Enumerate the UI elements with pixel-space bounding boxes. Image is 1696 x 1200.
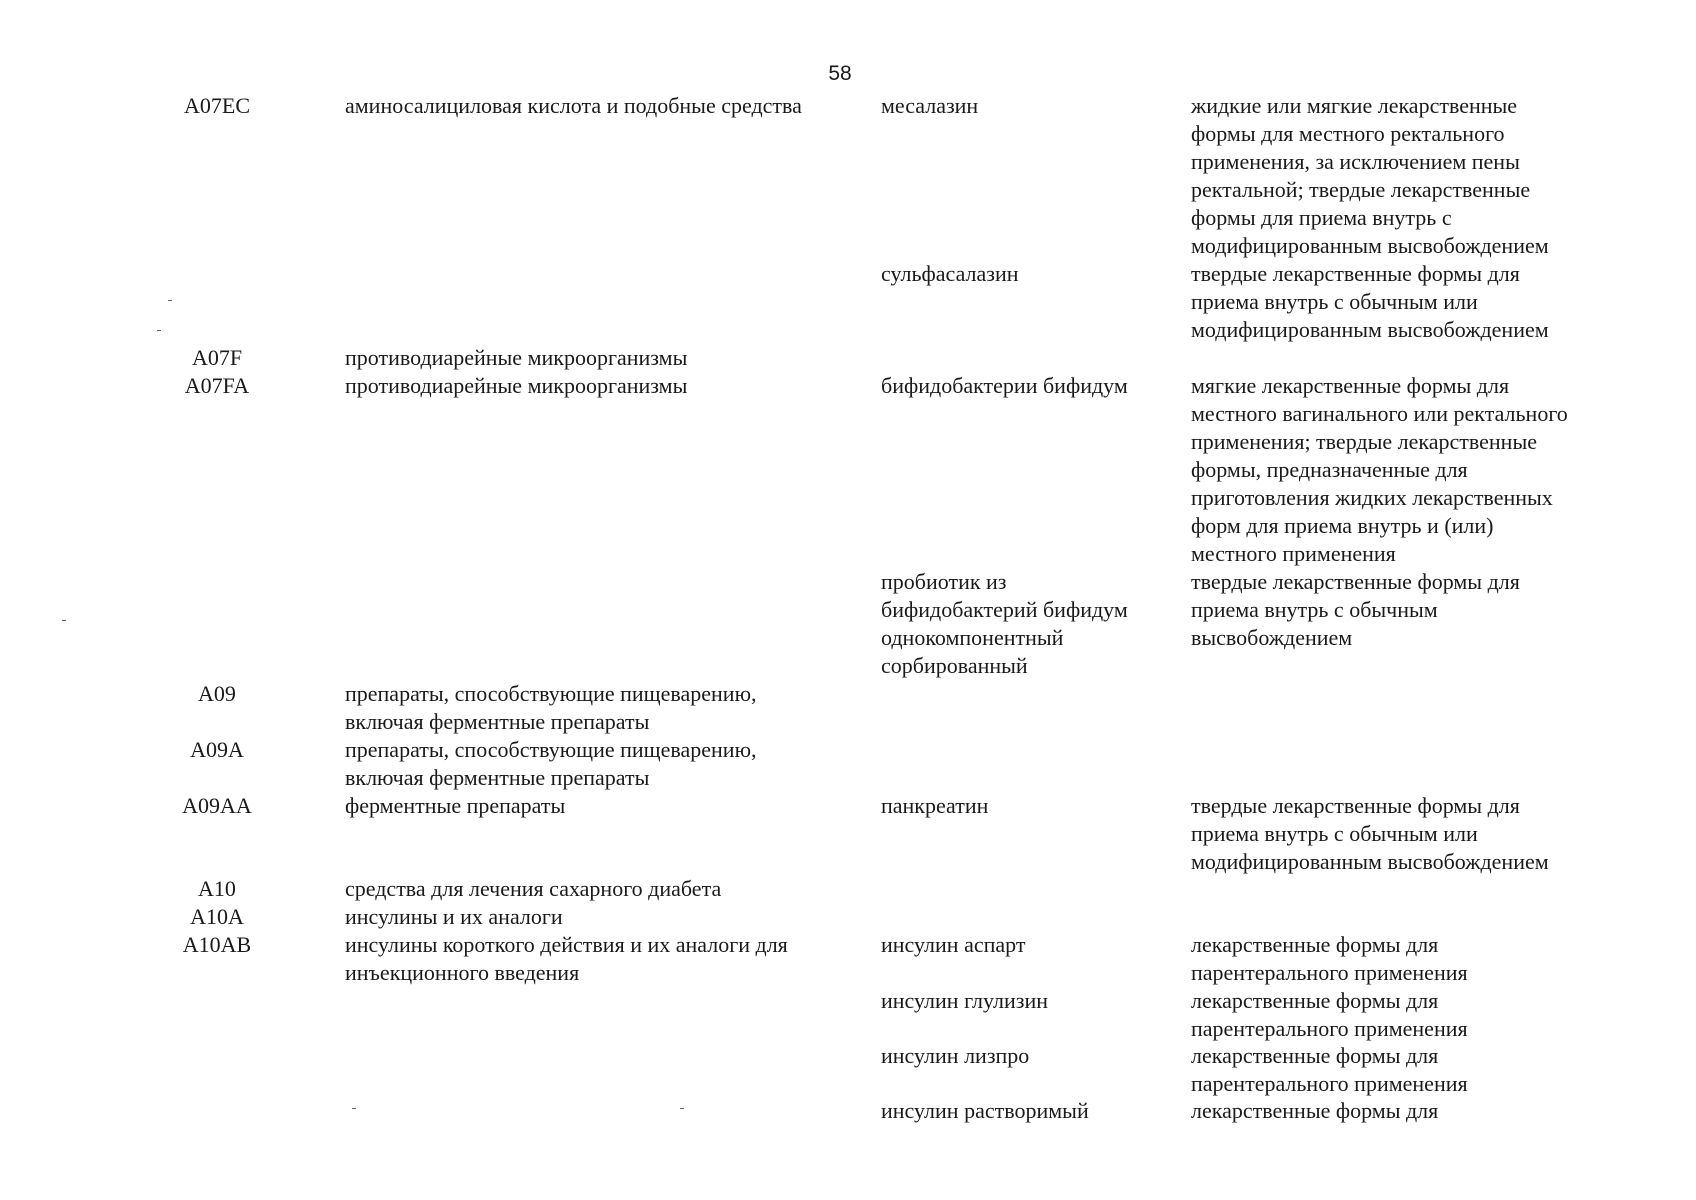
dosage-form: мягкие лекарственные формы для местного вагинального или ректального применения; твердые лекарственные формы, предназначенные для приготовления жидких лекарственных форм для приема внутрь и (или) местного применения xyxy=(1191,373,1568,566)
dosage-form: жидкие или мягкие лекарственные формы для местного ректального применения, за исключением пены ректальной; твердые лекарственные формы для приема внутрь с модифицированным высвобождением xyxy=(1191,93,1549,258)
atc-code: A10A xyxy=(190,904,244,929)
drug-name: инсулин растворимый xyxy=(881,1098,1089,1123)
drug-name: сульфасалазин xyxy=(881,261,1019,286)
anatomical-therapeutic-group: препараты, способствующие пищеварению, включая ферментные препараты xyxy=(345,681,757,734)
scan-speck xyxy=(62,620,66,621)
scan-speck xyxy=(157,330,161,331)
anatomical-therapeutic-group: инсулины короткого действия и их аналоги для инъекционного введения xyxy=(345,932,788,985)
drug-name: бифидобактерии бифидум xyxy=(881,373,1128,398)
drug-name: панкреатин xyxy=(881,793,989,818)
dosage-form: лекарственные формы для парентерального применения xyxy=(1191,1043,1468,1096)
drug-name: месалазин xyxy=(881,93,979,118)
atc-code: A10 xyxy=(198,876,236,901)
drug-name: пробиотик из бифидобактерий бифидум однокомпонентный сорбированный xyxy=(881,569,1128,678)
anatomical-therapeutic-group: препараты, способствующие пищеварению, включая ферментные препараты xyxy=(345,737,757,790)
anatomical-therapeutic-group: противодиарейные микроорганизмы xyxy=(345,345,688,370)
scan-speck xyxy=(352,1108,356,1109)
dosage-form: лекарственные формы для парентерального применения xyxy=(1191,988,1468,1041)
anatomical-therapeutic-group: средства для лечения сахарного диабета xyxy=(345,876,722,901)
drug-name: инсулин глулизин xyxy=(881,988,1048,1013)
drug-name: инсулин аспарт xyxy=(881,932,1026,957)
atc-code: A09 xyxy=(198,681,236,706)
dosage-form: лекарственные формы для xyxy=(1191,1098,1439,1123)
atc-code: A09A xyxy=(190,737,244,762)
dosage-form: лекарственные формы для парентерального применения xyxy=(1191,932,1468,985)
scan-speck xyxy=(680,1108,684,1109)
atc-code: A07EC xyxy=(184,93,250,118)
anatomical-therapeutic-group: ферментные препараты xyxy=(345,793,566,818)
atc-code: A10AB xyxy=(182,932,252,957)
page-number: 58 xyxy=(828,62,852,85)
scan-speck xyxy=(168,300,172,301)
dosage-form: твердые лекарственные формы для приема внутрь с обычным или модифицированным высвобождением xyxy=(1191,793,1549,874)
atc-code: A07F xyxy=(191,345,243,370)
atc-code: A09AA xyxy=(182,793,252,818)
anatomical-therapeutic-group: инсулины и их аналоги xyxy=(345,904,563,929)
drug-name: инсулин лизпро xyxy=(881,1043,1030,1068)
anatomical-therapeutic-group: аминосалициловая кислота и подобные средства xyxy=(345,93,802,118)
dosage-form: твердые лекарственные формы для приема внутрь с обычным высвобождением xyxy=(1191,569,1520,650)
anatomical-therapeutic-group: противодиарейные микроорганизмы xyxy=(345,373,688,398)
atc-code: A07FA xyxy=(184,373,250,398)
dosage-form: твердые лекарственные формы для приема внутрь с обычным или модифицированным высвобождением xyxy=(1191,261,1549,342)
